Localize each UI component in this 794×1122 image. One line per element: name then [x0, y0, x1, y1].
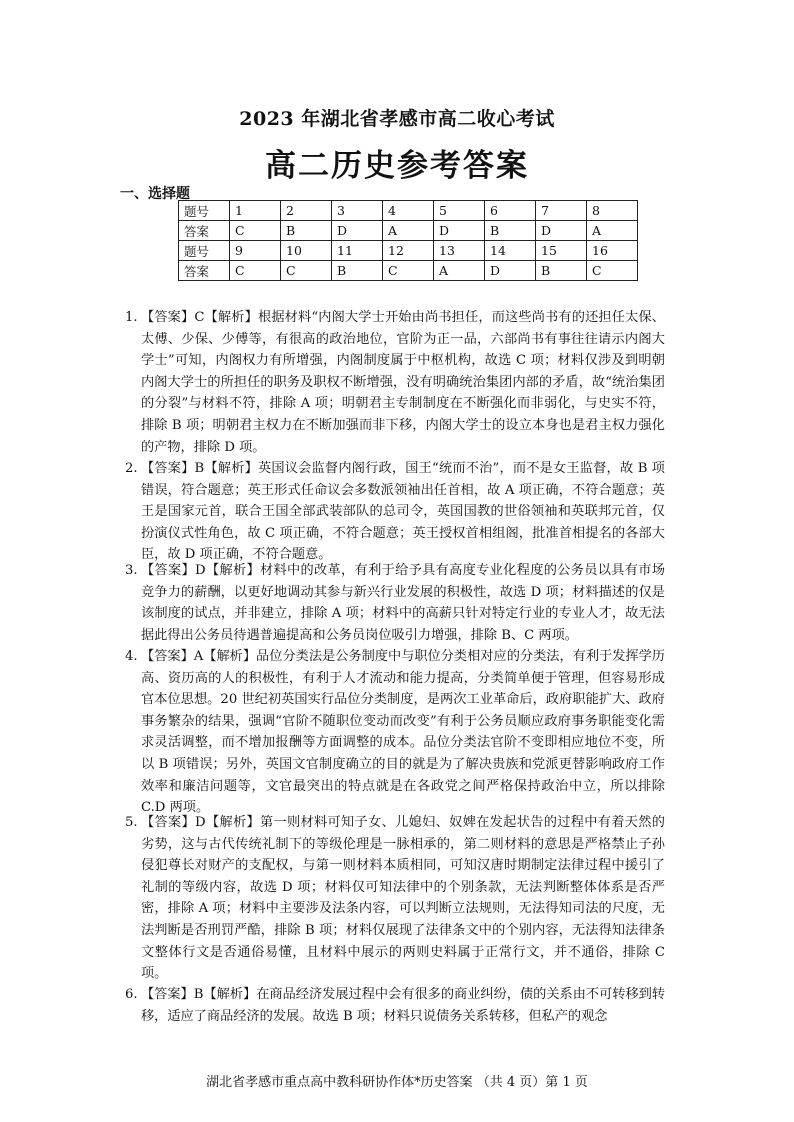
- list-item: [125, 812, 665, 984]
- table-cell: C: [587, 261, 638, 281]
- page-footer: 湖北省孝感市重点高中教科研协作体*历史答案 （共 4 页）第 1 页: [206, 1075, 588, 1090]
- section-heading: 一、选择题: [120, 186, 190, 202]
- list-item: [125, 560, 665, 646]
- table-cell: A: [587, 221, 638, 241]
- item-text: 【答案】A【解析】品位分类法是公务制度中与职位分类相对应的分类法，有利于发挥学历高、资历高的人的积极性，有利于人才流动和能力提高，分类简单便于管理，但容易形成官本位思想。20 世纪初英国实行品位分类制度，是两次工业革命后，政府职能扩大、政府事务繁杂的结果，强调“官阶不随职位变动而改变”有利于公务员顺应政府事务职能变化需求灵活调整，而不增加报酬等方面调整的成本。品位分类法官阶不变即相应地位不变，所以 B 项错误；另外，英国文官制度确立的目的就是为了解决贵族和党派更替影响政府工作效率和廉洁问题等，文官最突出的特点就是在各政党之间严格保持政治中立，所以排除 C.D 两项。: [141, 649, 665, 816]
- item-text: 【答案】D【解析】材料中的改革，有利于给予具有高度专业化程度的公务员以具有市场竞争力的薪酬，以更好地调动其参与新兴行业发展的积极性，故选 D 项；材料描述的仅是该制度的试点，并非建立，排除 A 项；材料中的高薪只针对特定行业的专业人才，故无法据此得出公务员待遇普遍提高和公务员岗位吸引力增强，排除 B、C 两项。: [141, 563, 665, 643]
- exam-title: 2023 年湖北省孝感市高二收心考试: [239, 108, 555, 130]
- table-cell: 9: [230, 241, 281, 261]
- table-cell: 16: [587, 241, 638, 261]
- list-item: [125, 984, 665, 1027]
- item-text: 【答案】B【解析】英国议会监督内阁行政，国王“统而不治”，而不是女王监督，故 B 项错误，符合题意；英王形式任命议会多数派领袖出任首相，故 A 项正确，不符合题意；英王是国家元首，联合王国全部武装部队的总司令，英国国教的世俗领袖和英联邦元首，仅扮演仪式性角色，故 C 项正确，不符合题意；英王授权首相组阁，批准首相提名的各部大臣，故 D 项正确，不符合题意。: [141, 461, 665, 563]
- list-item: [125, 646, 665, 816]
- table-cell: 11: [332, 241, 383, 261]
- table-cell: D: [332, 221, 383, 241]
- table-cell: 10: [281, 241, 332, 261]
- answer-explanations: [125, 307, 665, 1027]
- item-number: 1.: [125, 310, 138, 325]
- table-cell: 答案: [179, 221, 230, 241]
- table-cell: B: [485, 221, 536, 241]
- item-number: 3.: [125, 563, 138, 578]
- table-cell: 答案: [179, 261, 230, 281]
- table-cell: 4: [383, 201, 434, 221]
- list-item: [125, 307, 665, 458]
- table-cell: 7: [536, 201, 587, 221]
- item-number: 5.: [125, 815, 138, 830]
- item-text: 【答案】B【解析】在商品经济发展过程中会有很多的商业纠纷，债的关系由不可转移到转移，适应了商品经济的发展。故选 B 项；材料只说债务关系转移，但私产的观念: [141, 987, 665, 1024]
- table-cell: 5: [434, 201, 485, 221]
- item-text: 【答案】D【解析】第一则材料可知子女、儿媳妇、奴婢在发起状告的过程中有着天然的劣势，这与古代传统礼制下的等级伦理是一脉相承的，第二则材料的意思是严格禁止子孙侵犯尊长对财产的支配权，与第一则材料本质相同，可知汉唐时期制定法律过程中援引了礼制的等级内容，故选 D 项；材料仅可知法律中的个别条款，无法判断整体体系是否严密，排除 A 项；材料中主要涉及法条内容，可以判断立法规则，无法得知司法的尺度，无法判断是否刑罚严酷，排除 B 项；材料仅展现了法律条文中的个别内容，无法得知法律条文整体行文是否通俗易懂，且材料中展示的两则史料属于正常行文，并不通俗，排除 C 项。: [141, 815, 665, 982]
- item-number: 2.: [125, 461, 138, 476]
- table-cell: C: [230, 221, 281, 241]
- table-cell: C: [383, 261, 434, 281]
- table-cell: 13: [434, 241, 485, 261]
- list-item: [125, 458, 665, 563]
- table-cell: 3: [332, 201, 383, 221]
- item-number: 4.: [125, 649, 138, 664]
- table-cell: 14: [485, 241, 536, 261]
- table-cell: 6: [485, 201, 536, 221]
- table-cell: B: [281, 221, 332, 241]
- table-cell: C: [230, 261, 281, 281]
- table-cell: D: [434, 221, 485, 241]
- table-row: [179, 261, 638, 281]
- table-row: [179, 221, 638, 241]
- table-cell: 题号: [179, 241, 230, 261]
- table-row: [179, 201, 638, 221]
- table-row: [179, 241, 638, 261]
- table-cell: C: [281, 261, 332, 281]
- table-cell: A: [434, 261, 485, 281]
- table-cell: 15: [536, 241, 587, 261]
- table-cell: A: [383, 221, 434, 241]
- table-cell: 12: [383, 241, 434, 261]
- table-cell: B: [536, 261, 587, 281]
- item-text: 【答案】C【解析】根据材料“内阁大学士开始由尚书担任，而这些尚书有的还担任太保、太傅、少保、少傅等，有很高的政治地位，官阶为正一品，六部尚书有事往往请示内阁大学士”可知，内阁权力有所增强，内阁制度属于中枢机构，故选 C 项；材料仅涉及到明朝内阁大学士的所担任的职务及职权不断增强，没有明确统治集团内部的矛盾，故“统治集团的分裂”与材料不符，排除 A 项；明朝君主专制制度在不断强化而非弱化，与史实不符，排除 B 项；明朝君主权力在不断加强而非下移，内阁大学士的设立本身也是君主权力强化的产物，排除 D 项。: [141, 310, 665, 455]
- answer-table: [178, 200, 638, 281]
- table-cell: 1: [230, 201, 281, 221]
- table-cell: D: [536, 221, 587, 241]
- table-cell: 2: [281, 201, 332, 221]
- table-cell: 8: [587, 201, 638, 221]
- document-title: 高二历史参考答案: [265, 148, 529, 184]
- table-cell: D: [485, 261, 536, 281]
- table-cell: 题号: [179, 201, 230, 221]
- table-cell: B: [332, 261, 383, 281]
- item-number: 6.: [125, 987, 138, 1002]
